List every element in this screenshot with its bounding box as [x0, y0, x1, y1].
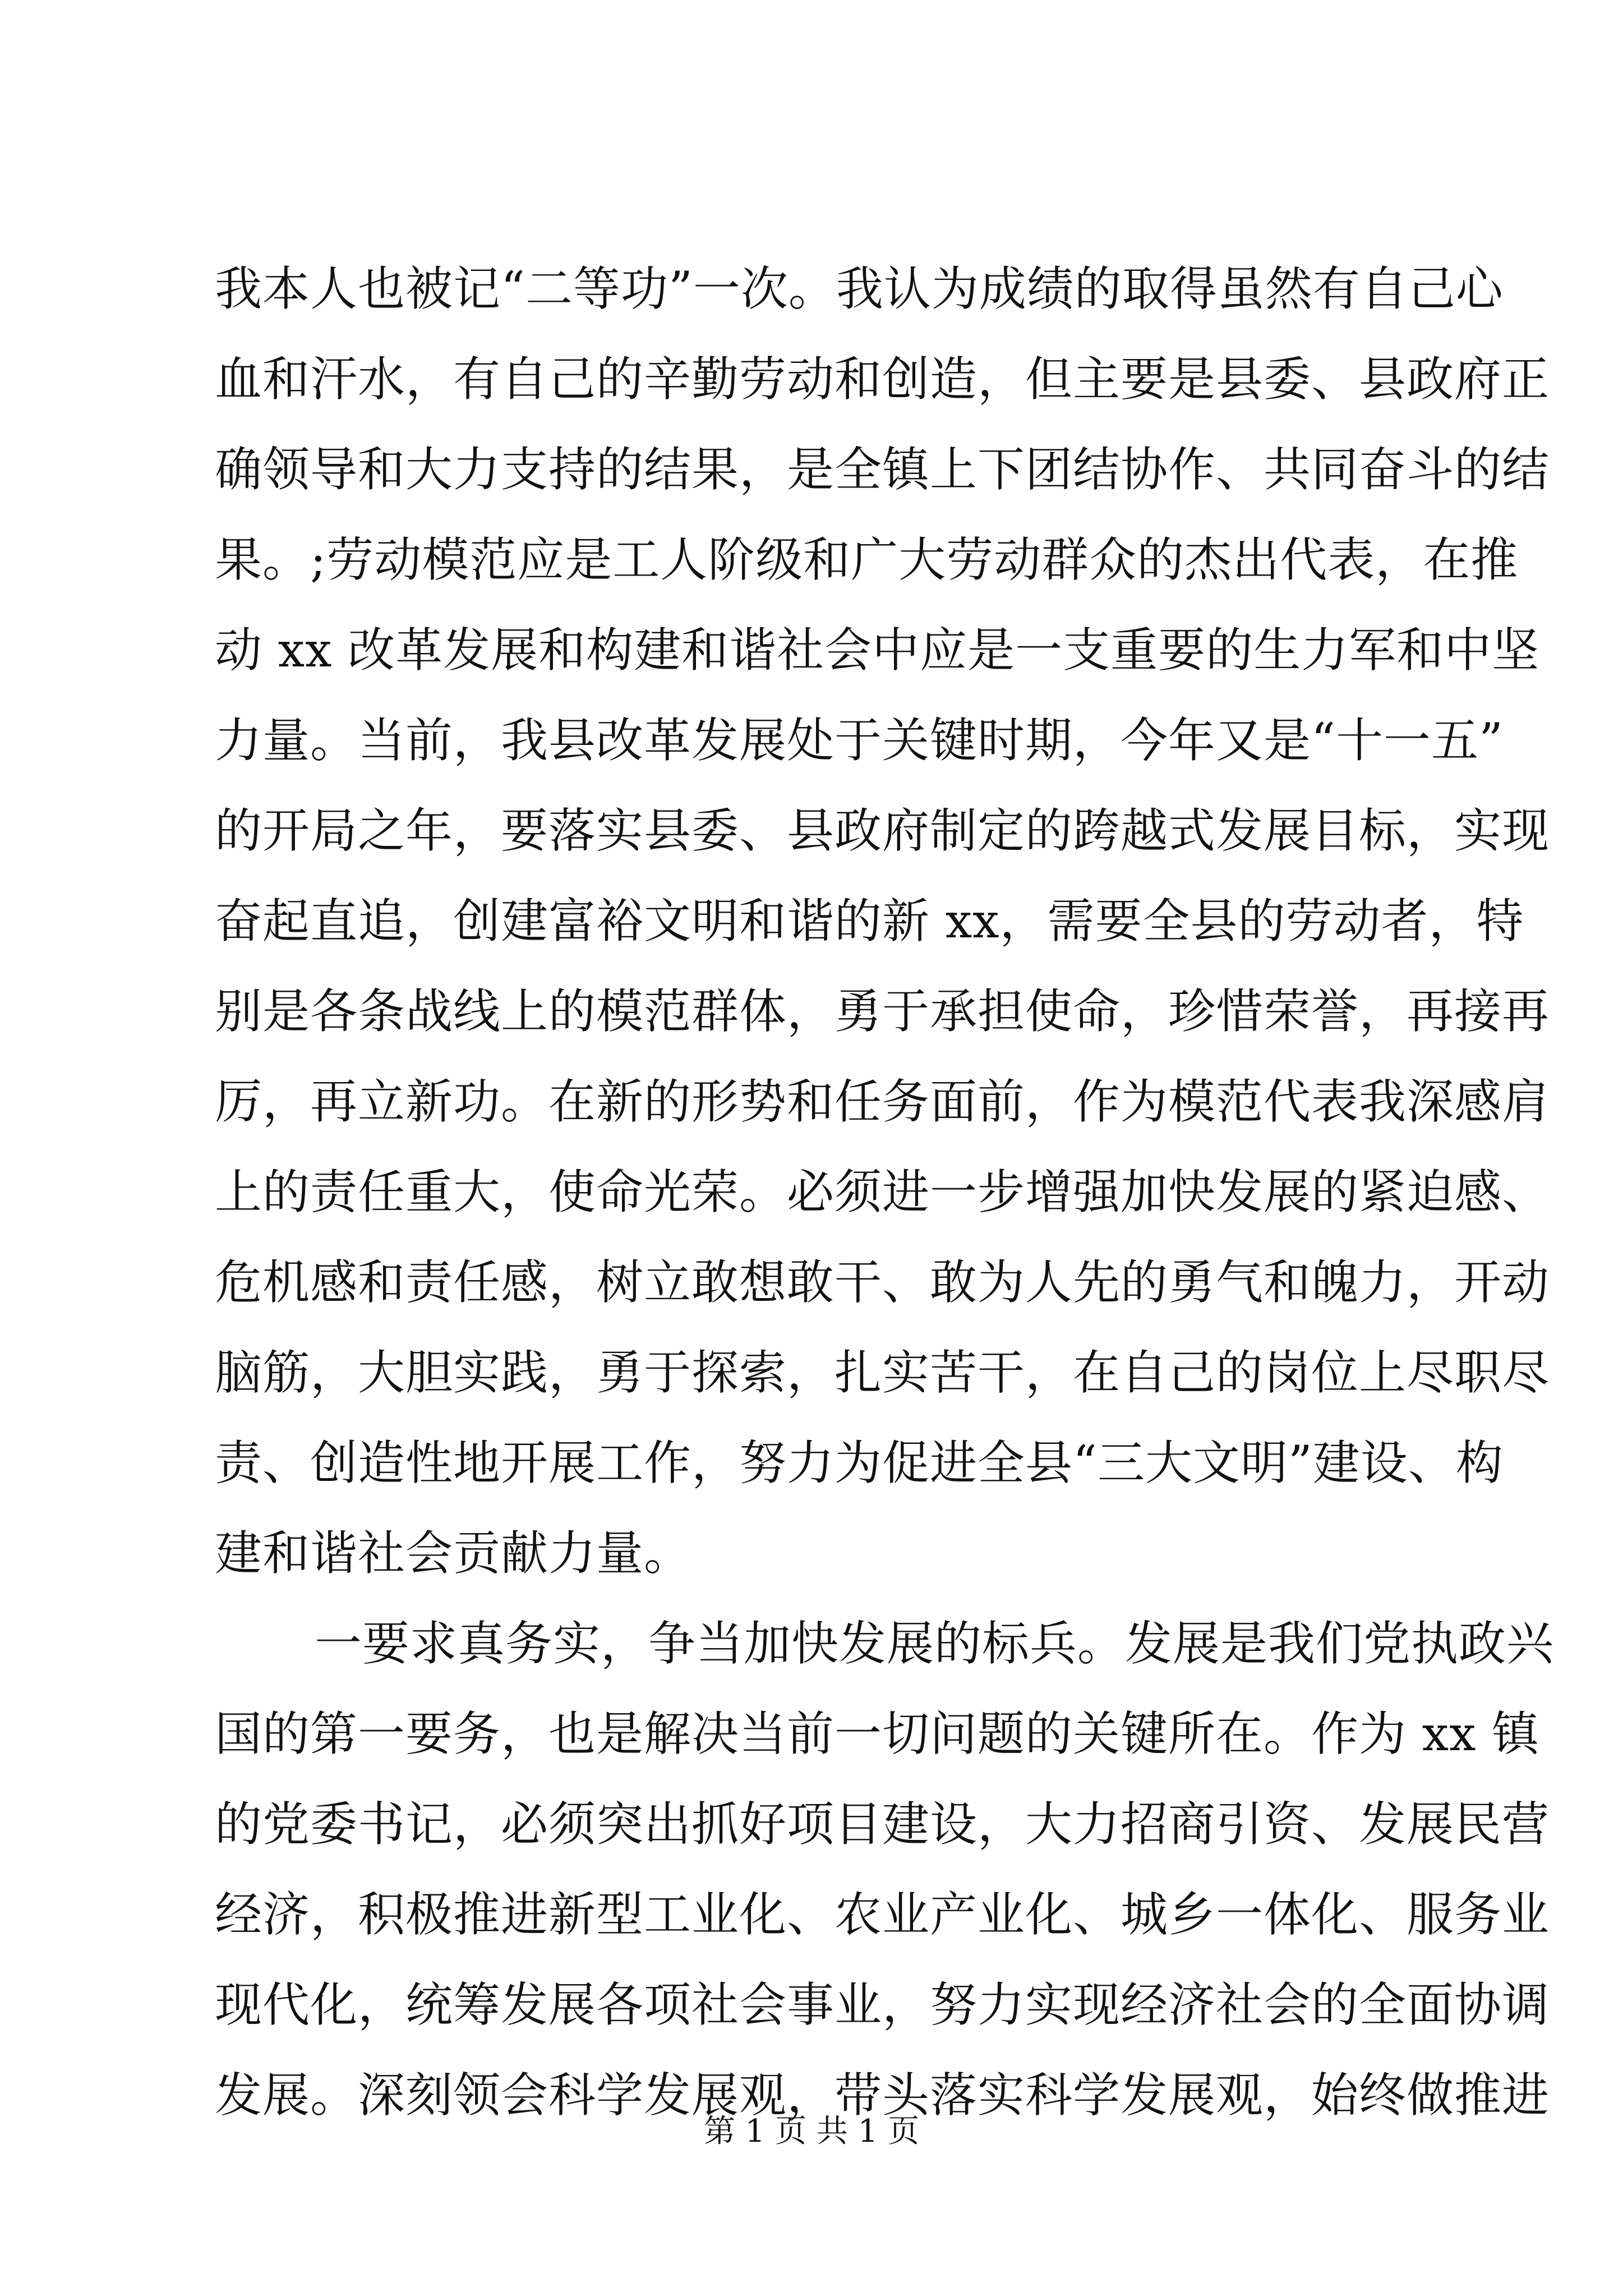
text-line: 奋起直追，创建富裕文明和谐的新 xx，需要全县的劳动者，特: [215, 894, 1524, 949]
text-line: 别是各条战线上的模范群体，勇于承担使命，珍惜荣誉，再接再: [215, 984, 1550, 1039]
text-line: 现代化，统筹发展各项社会事业，努力实现经济社会的全面协调: [215, 1977, 1550, 2032]
text-line: 危机感和责任感，树立敢想敢干、敢为人先的勇气和魄力，开动: [215, 1255, 1550, 1310]
text-line: 血和汗水，有自己的辛勤劳动和创造，但主要是县委、县政府正: [215, 352, 1550, 407]
text-line: 发展。深刻领会科学发展观，带头落实科学发展观，始终做推进: [215, 2068, 1550, 2123]
text-line: 脑筋，大胆实践，勇于探索，扎实苦干，在自己的岗位上尽职尽: [215, 1345, 1550, 1400]
text-line: 的党委书记，必须突出抓好项目建设，大力招商引资、发展民营: [215, 1797, 1550, 1852]
text-line: 建和谐社会贡献力量。: [215, 1526, 692, 1581]
text-line: 上的责任重大，使命光荣。必须进一步增强加快发展的紧迫感、: [215, 1165, 1550, 1220]
text-line: 经济，积极推进新型工业化、农业产业化、城乡一体化、服务业: [215, 1887, 1550, 1942]
text-line: 力量。当前，我县改革发展处于关键时期，今年又是“十一五”: [215, 713, 1504, 768]
text-line: 国的第一要务，也是解决当前一切问题的关键所在。作为 xx 镇: [215, 1706, 1540, 1761]
text-line: 动 xx 改革发展和构建和谐社会中应是一支重要的生力军和中坚: [215, 623, 1540, 678]
page-number-label: 第 1 页 共 1 页: [703, 2113, 920, 2150]
text-line: 果。;劳动模范应是工人阶级和广大劳动群众的杰出代表，在推: [215, 532, 1519, 587]
page-footer: [0, 2109, 1623, 2154]
body-text: [215, 244, 1555, 2141]
paragraph-first-line: 一要求真务实，争当加快发展的标兵。发展是我们党执政兴: [315, 1616, 1555, 1671]
text-line: 我本人也被记“二等功”一次。我认为成绩的取得虽然有自己心: [215, 261, 1504, 316]
text-line: 责、创造性地开展工作，努力为促进全县“三大文明”建设、构: [215, 1435, 1504, 1490]
text-line: 的开局之年，要落实县委、县政府制定的跨越式发展目标，实现: [215, 803, 1550, 858]
text-line: 确领导和大力支持的结果，是全镇上下团结协作、共同奋斗的结: [215, 442, 1550, 497]
text-line: 厉，再立新功。在新的形势和任务面前，作为模范代表我深感肩: [215, 1074, 1550, 1129]
